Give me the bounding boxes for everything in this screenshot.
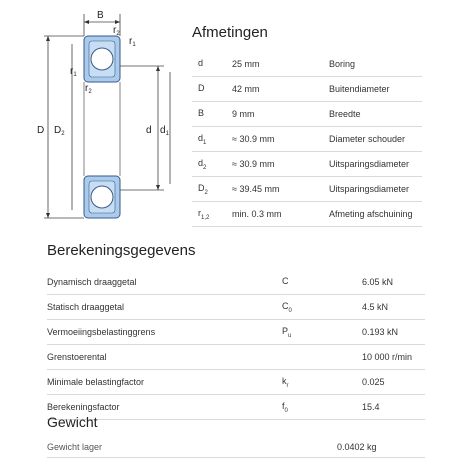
label-r2-top: $r_2$ — [113, 25, 120, 37]
table-row — [192, 52, 422, 77]
calc-value: 15.4 — [362, 395, 425, 420]
weight-value: 0.0402 kg — [337, 437, 425, 458]
calc-label: Grenstoerental — [47, 345, 282, 370]
dim-symbol: d — [192, 52, 232, 77]
label-r1-top: $r_1$ — [129, 36, 136, 48]
bottom-ring-section — [84, 176, 120, 218]
calc-symbol: $C_0$ — [282, 295, 362, 320]
top-ring-section — [84, 36, 120, 82]
label-D2: $D_2$ — [54, 125, 65, 137]
table-row — [47, 370, 425, 395]
label-r1-left: $r_1$ — [70, 66, 77, 78]
calc-label: Minimale belastingfactor — [47, 370, 282, 395]
table-row — [47, 320, 425, 345]
table-row — [192, 152, 422, 177]
weight-label: Gewicht lager — [47, 437, 337, 458]
calc-value: 6.05 kN — [362, 270, 425, 295]
calc-label: Berekeningsfactor — [47, 395, 282, 420]
table-row — [192, 177, 422, 202]
bearing-section-svg — [0, 0, 190, 240]
arrow-d-bottom — [156, 185, 160, 190]
arrow-b-left — [84, 20, 89, 24]
calc-symbol: C — [282, 270, 362, 295]
dim-value: 9 mm — [232, 102, 329, 127]
calc-label: Vermoeiingsbelastinggrens — [47, 320, 282, 345]
dim-description: Boring — [329, 52, 422, 77]
calc-label: Statisch draaggetal — [47, 295, 282, 320]
dim-symbol: D — [192, 77, 232, 102]
dim-value: ≈ 39.45 mm — [232, 177, 329, 202]
weight-table — [47, 437, 425, 458]
dimensions-table — [192, 52, 422, 227]
dim-value: ≈ 30.9 mm — [232, 152, 329, 177]
weight-title: Gewicht — [47, 414, 98, 430]
calc-value: 0.193 kN — [362, 320, 425, 345]
dim-description: Breedte — [329, 102, 422, 127]
label-d: d — [146, 125, 152, 136]
table-row — [192, 102, 422, 127]
arrow-d-top — [156, 66, 160, 71]
calc-label: Dynamisch draaggetal — [47, 270, 282, 295]
label-B: B — [97, 10, 104, 21]
dim-value: ≈ 30.9 mm — [232, 127, 329, 152]
dim-value: 25 mm — [232, 52, 329, 77]
dim-description: Uitsparingsdiameter — [329, 177, 422, 202]
calc-symbol — [282, 345, 362, 370]
label-D: D — [37, 125, 45, 136]
table-row — [47, 295, 425, 320]
table-row — [47, 345, 425, 370]
bottom-ball — [91, 186, 113, 208]
dim-symbol: B — [192, 102, 232, 127]
calc-symbol: $P_u$ — [282, 320, 362, 345]
calc-symbol: $f_0$ — [282, 395, 362, 420]
dim-symbol: $d_1$ — [192, 127, 232, 152]
bearing-drawing — [0, 0, 190, 240]
table-row — [47, 270, 425, 295]
calculation-title: Berekeningsgegevens — [47, 242, 196, 259]
arrow-b-right — [115, 20, 120, 24]
calc-value: 10 000 r/min — [362, 345, 425, 370]
label-d1: $d_1$ — [160, 125, 169, 137]
dim-description: Uitsparingsdiameter — [329, 152, 422, 177]
dim-value: min. 0.3 mm — [232, 202, 329, 227]
dim-symbol: $d_2$ — [192, 152, 232, 177]
calc-symbol: $k_r$ — [282, 370, 362, 395]
dim-description: Buitendiameter — [329, 77, 422, 102]
dim-description: Afmeting afschuining — [329, 202, 422, 227]
calc-value: 4.5 kN — [362, 295, 425, 320]
table-row — [47, 395, 425, 420]
table-row — [192, 77, 422, 102]
label-r2-left: $r_2$ — [85, 83, 92, 95]
calc-value: 0.025 — [362, 370, 425, 395]
calculation-table — [47, 270, 425, 420]
dim-symbol: $r_{1,2}$ — [192, 202, 232, 227]
top-ball — [91, 48, 113, 70]
table-row — [47, 437, 425, 458]
dim-value: 42 mm — [232, 77, 329, 102]
dim-symbol: $D_2$ — [192, 177, 232, 202]
arrow-D-bottom — [46, 213, 50, 218]
table-row — [192, 127, 422, 152]
table-row — [192, 202, 422, 227]
dimensions-title: Afmetingen — [192, 24, 268, 41]
arrow-D-top — [46, 36, 50, 41]
dim-description: Diameter schouder — [329, 127, 422, 152]
